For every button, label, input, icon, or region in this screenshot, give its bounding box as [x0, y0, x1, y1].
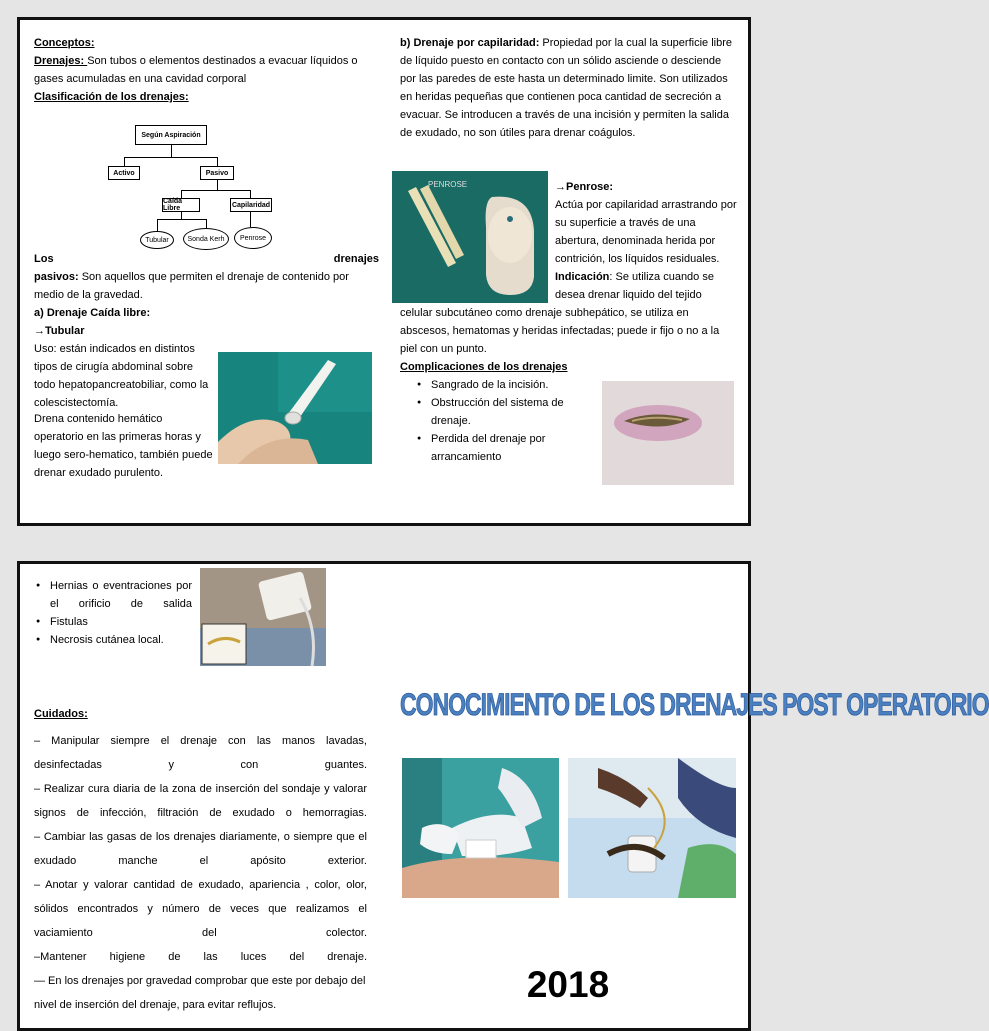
- drenajes-label: Drenajes:: [34, 55, 88, 67]
- clasificacion-title: Clasificación de los drenajes:: [34, 91, 189, 103]
- penrose-text: Actúa por capilaridad arrastrando por su superficie a través de una abertura, denominada herida por contrición, los líquidos residuales.: [555, 199, 737, 265]
- cuidado-item: – Manipular siempre el drenaje con las manos lavadas, desinfectadas y con guantes.: [34, 735, 367, 771]
- diagram-caida-libre-node: Caída Libre: [162, 198, 200, 212]
- penrose-photo: [392, 171, 548, 303]
- capilaridad-paragraph: [400, 34, 736, 142]
- complicacion-item: ● Perdida del drenaje por arrancamiento: [415, 430, 595, 466]
- cuidados-title: Cuidados:: [34, 708, 88, 720]
- classification-diagram: [20, 20, 400, 260]
- pasivos-label: pasivos:: [34, 271, 79, 283]
- tubular-uso-text: Uso: están indicados en distintos tipos de cirugía abdominal sobre todo hepatopancreatobiliar, como la colescistectomía.: [34, 343, 209, 409]
- caida-libre-title: a) Drenaje Caída libre:: [34, 307, 151, 319]
- cover-photo-right: [568, 758, 736, 898]
- cover-photo-left: [402, 758, 559, 898]
- diagram-root-node: Según Aspiración: [135, 125, 207, 145]
- diagram-penrose-node: Penrose: [234, 227, 272, 249]
- tubular-drena-text: Drena contenido hemático operatorio en las primeras horas y luego sero-hematico, también puede drenar exudado purulento.: [34, 413, 213, 479]
- cuidado-item: – Anotar y valorar cantidad de exudado, apariencia , color, olor, sólidos encontrados y número de veces que realizamos el vaciamiento del colector.: [34, 879, 367, 939]
- cuidado-item: – Cambiar las gasas de los drenajes diariamente, o siempre que el exudado manche el apósito exterior.: [34, 831, 367, 867]
- pasivos-paragraph: [34, 268, 379, 304]
- conceptos-title: Conceptos:: [34, 37, 95, 49]
- indicacion-continued: celular subcutáneo como drenaje subhepático, se utiliza en abscesos, hematomas y heridas infectadas; puede ir fijo o no a la piel con un punto.: [400, 307, 720, 355]
- cuidado-item: – Realizar cura diaria de la zona de inserción del sondaje y valorar signos de infección, filtración de exudado o hemorragias.: [34, 783, 367, 819]
- diagram-capilaridad-node: Capilaridad: [230, 198, 272, 212]
- indicacion-text: : Se utiliza cuando se desea drenar liquido del tejido: [555, 271, 714, 301]
- complicacion-item: ● Fistulas: [34, 613, 192, 631]
- pasivos-word1: Los: [34, 253, 54, 265]
- complicacion-item: ● Obstrucción del sistema de drenaje.: [415, 394, 595, 430]
- tubular-drain-photo: [218, 352, 372, 464]
- complicacion-item: ● Necrosis cutánea local.: [34, 631, 192, 649]
- page-2: [17, 561, 989, 1031]
- capilaridad-text: Propiedad por la cual la superficie libre de líquido puesto en contacto con un sólido asciende o desciende por las paredes de este hasta un determinado limite. Son utilizados en heridas pequeñas que contienen poca cantidad de secreción a evacuar. Se introducen a través de una incisión y permiten la salida de exudado, no son útiles para drenar coágulos.: [400, 37, 732, 139]
- pasivos-heading-line: [34, 250, 379, 268]
- complicaciones-title: Complicaciones de los drenajes: [400, 361, 568, 373]
- penrose-title: →Penrose:: [555, 181, 614, 193]
- cuidados-list: [34, 729, 367, 1017]
- complicacion-item: ● Sangrado de la incisión.: [415, 376, 595, 394]
- diagram-sonda-kerh-node: Sonda Kerh: [183, 228, 229, 250]
- pasivos-word2: drenajes: [333, 253, 379, 265]
- wound-photo: [602, 381, 734, 485]
- drenajes-text: Son tubos o elementos destinados a evacuar líquidos o gases acumuladas en una cavidad corporal: [34, 55, 358, 85]
- penrose-photo-label: PENROSE: [428, 180, 468, 189]
- diagram-pasivo-node: Pasivo: [200, 166, 234, 180]
- pasivos-text: Son aquellos que permiten el drenaje de contenido por medio de la gravedad.: [34, 271, 349, 301]
- cuidado-item: –Mantener higiene de las luces del drenaje.: [34, 951, 367, 963]
- indicacion-paragraph: [555, 268, 738, 304]
- complicaciones-continued-list: [34, 577, 192, 649]
- capilaridad-label: b) Drenaje por capilaridad:: [400, 37, 540, 49]
- page-1: [17, 17, 751, 526]
- drain-dressing-photo: [200, 568, 326, 666]
- complicaciones-list: [415, 376, 595, 466]
- cover-year: 2018: [526, 964, 610, 1005]
- tubular-title: →Tubular: [34, 325, 85, 337]
- diagram-tubular-node: Tubular: [140, 231, 174, 249]
- diagram-activo-node: Activo: [108, 166, 140, 180]
- indicacion-label: Indicación: [555, 271, 610, 283]
- complicacion-item: ● Hernias o eventraciones por el orificio de salida: [34, 577, 192, 613]
- cuidado-item: — En los drenajes por gravedad comprobar que este por debajo del nivel de inserción del drenaje, para evitar reflujos.: [34, 975, 366, 1011]
- cover-title: CONOCIMIENTO DE LOS DRENAJES POST OPERATORIO: [400, 686, 989, 722]
